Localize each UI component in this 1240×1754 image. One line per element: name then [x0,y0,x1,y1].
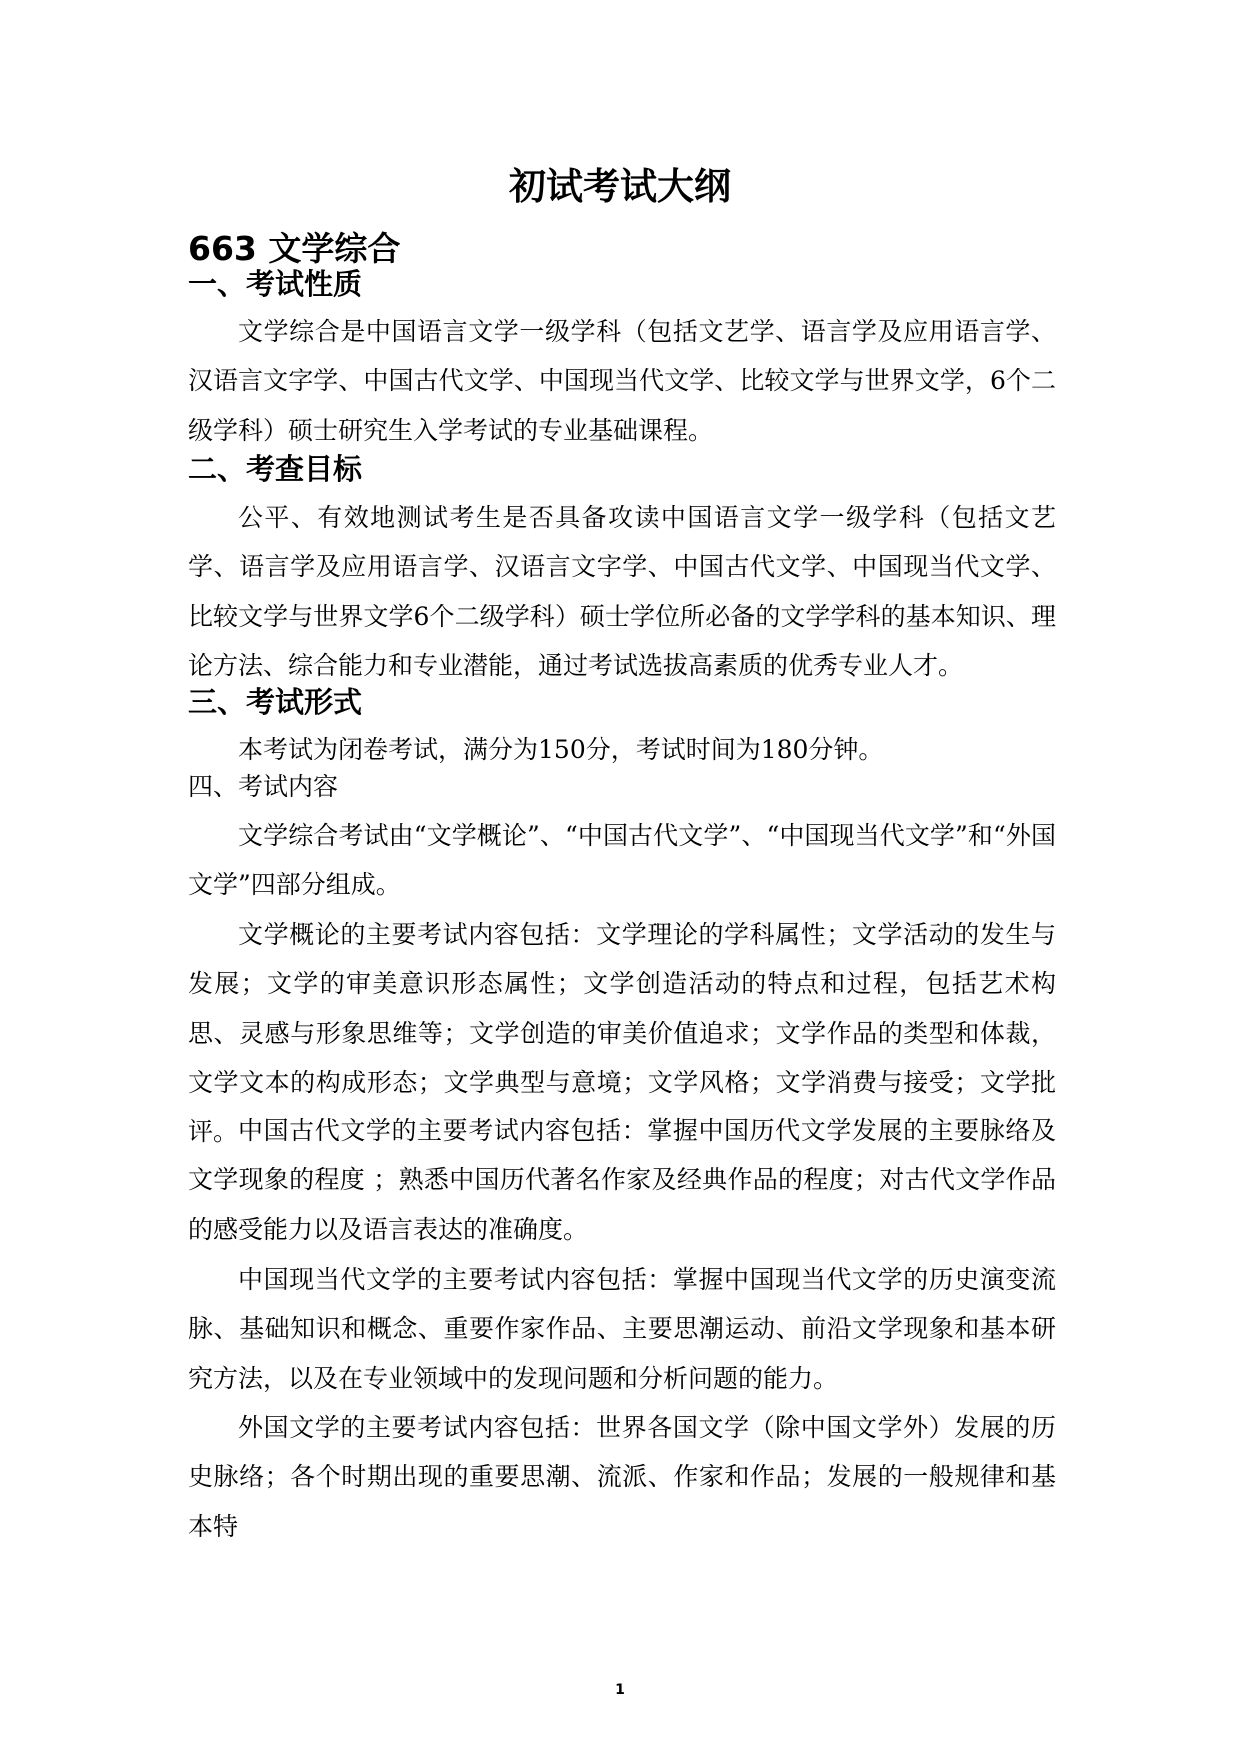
content-paragraph-literary-theory: 文学概论的主要考试内容包括：文学理论的学科属性；文学活动的发生与发展；文学的审美意识形态属性；文学创造活动的特点和过程，包括艺术构思、灵感与形象思维等；文学创造的审美价值追求；文学作品的类型和体裁，文学文本的构成形态；文学典型与意境；文学风格；文学消费与接受；文学批评。 [188,920,1056,1147]
section-heading-format: 三、考试形式 [188,685,363,719]
section-heading-objectives: 二、考查目标 [188,452,363,486]
section-heading-nature: 一、考试性质 [188,267,363,301]
section-body-objectives: 公平、有效地测试考生是否具备攻读中国语言文学一级学科（包括文艺学、语言学及应用语言学、汉语言文字学、中国古代文学、中国现当代文学、比较文学与世界文学6个二级学科）硕士学位所必备的文学学科的基本知识、理论方法、综合能力和专业潜能，通过考试选拔高素质的优秀专业人才。 [188,503,1056,680]
content-paragraph-classical-literature: 中国古代文学的主要考试内容包括：掌握中国历代文学发展的主要脉络及文学现象的程度 ；熟悉中国历代著名作家及经典作品的程度；对古代文学作品的感受能力以及语言表达的准确度。 [188,1116,1056,1244]
page-number: 1 [615,1682,625,1698]
document-title: 初试考试大纲 [509,165,731,208]
content-paragraph-foreign-literature: 外国文学的主要考试内容包括：世界各国文学（除中国文学外）发展的历史脉络；各个时期出现的重要思潮、流派、作家和作品；发展的一般规律和基本特 [188,1413,1056,1541]
section-heading-content: 四、考试内容 [188,772,339,801]
content-paragraph-modern-literature: 中国现当代文学的主要考试内容包括：掌握中国现当代文学的历史演变流脉、基础知识和概念、重要作家作品、主要思潮运动、前沿文学现象和基本研究方法，以及在专业领域中的发现问题和分析问题的能力。 [188,1265,1056,1393]
section-body-format: 本考试为闭卷考试，满分为150分，考试时间为180分钟。 [238,735,884,764]
content-paragraph-overview: 文学综合考试由“文学概论”、“中国古代文学”、“中国现当代文学”和“外国文学”四部分组成。 [188,821,1056,900]
course-title: 663 文学综合 [188,229,401,268]
section-body-nature: 文学综合是中国语言文学一级学科（包括文艺学、语言学及应用语言学、汉语言文字学、中国古代文学、中国现当代文学、比较文学与世界文学，6个二级学科）硕士研究生入学考试的专业基础课程。 [188,317,1056,445]
